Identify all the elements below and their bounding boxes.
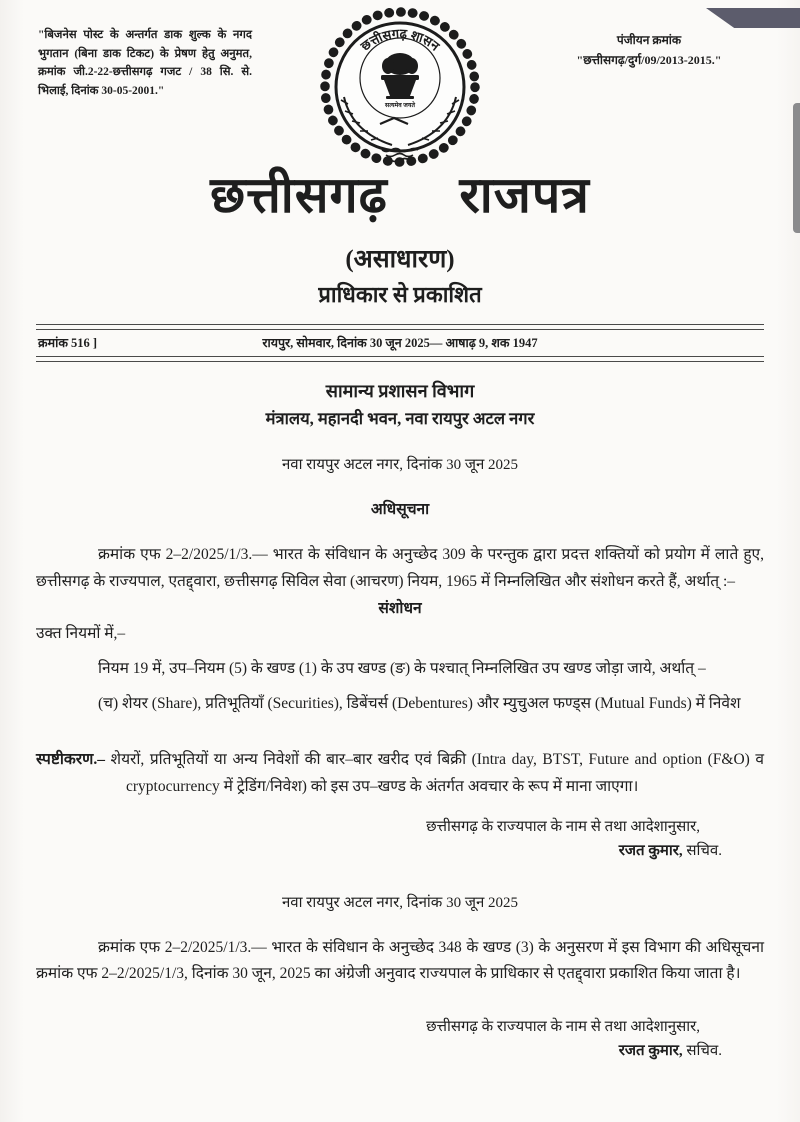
explanation-paragraph (36, 747, 764, 800)
department-name: सामान्य प्रशासन विभाग (325, 381, 475, 401)
notification-body-2: क्रमांक एफ 2–2/2025/1/3.— भारत के संविधान के अनुच्छेद 348 के खण्ड (3) के अनुसरण में इस विभाग की अधिसूचना क्रमांक एफ 2–2/2025/1/3, दिनांक 30 जून, 2025 का अंग्रेजी अनुवाद राज्यपाल के प्राधिकार से एतद्द्वारा प्रकाशित किया जाता है। (36, 938, 764, 983)
postal-permission-note: "बिजनेस पोस्ट के अन्तर्गत डाक शुल्क के नगद भुगतान (बिना डाक टिकट) के प्रेषण हेतु अनुमत, क्रमांक जी.2-22-छत्तीसगढ़ गजट / 38 सि. से. भिलाई, दिनांक 30-05-2001." (38, 29, 252, 97)
registration-block (520, 30, 778, 71)
explanation-text: शेयरों, प्रतिभूतियों या अन्य निवेशों की बार–बार खरीद एवं बिक्री (Intra day, BTST, Future and option (F&O) व cryptocurrency में ट्रेडिंग/निवेश) को इस उप–खण्ड के अंतर्गत अवचार के रूप में माना जाएगा। (104, 751, 764, 795)
rule-amendment-line: नियम 19 में, उप–नियम (5) के खण्ड (1) के उप खण्ड (ङ) के पश्चात् निम्नलिखित उप खण्ड जोड़ा जाये, अर्थात् – (98, 659, 706, 677)
divider-bottom (36, 356, 764, 362)
issue-bar (36, 330, 764, 356)
signatory-name-1: रजत कुमार, (618, 842, 683, 859)
signatory-title-2: सचिव. (682, 1042, 722, 1059)
place-date-line-1: नवा रायपुर अटल नगर, दिनांक 30 जून 2025 (281, 457, 519, 473)
in-rules-line: उक्त नियमों में,– (36, 625, 126, 643)
notification-body-1: क्रमांक एफ 2–2/2025/1/3.— भारत के संविधान के अनुच्छेद 309 के परन्तुक द्वारा प्रदत्त शक्तियों को प्रयोग में लाते हुए, छत्तीसगढ़ के राज्यपाल, एतद्द्वारा, छत्तीसगढ़ सिविल सेवा (आचरण) नियम, 1965 में निम्नलिखित और संशोधन करते हैं, अर्थात् :– (36, 546, 764, 590)
scan-artifact-band (706, 8, 800, 28)
registration-number: "छत्तीसगढ़/दुर्ग/09/2013-2015." (576, 53, 722, 68)
gazette-title: छत्तीसगढ़ राजपत्र (210, 167, 590, 223)
clause-line: (च) शेयर (Share), प्रतिभूतियाँ (Securities), डिबेंचर्स (Debentures) और म्युचुअल फण्ड्स (Mutual Funds) में निवेश (98, 694, 741, 712)
issue-number: क्रमांक 516 ] (38, 336, 98, 350)
signatory-title-1: सचिव. (682, 842, 722, 859)
department-address: मंत्रालय, महानदी भवन, नवा रायपुर अटल नगर (265, 409, 535, 428)
amendment-heading: संशोधन (378, 600, 422, 618)
published-by-authority: प्राधिकार से प्रकाशित (318, 282, 482, 307)
signatory-line-1 (0, 840, 800, 860)
explanation-label: स्पष्टीकरण.– (36, 751, 105, 769)
issue-date-line: रायपुर, सोमवार, दिनांक 30 जून 2025— आषाढ़ 9, शक 1947 (262, 336, 538, 350)
registration-label: पंजीयन क्रमांक (616, 33, 682, 47)
signatory-name-2: रजत कुमार, (618, 1042, 683, 1059)
notification-heading: अधिसूचना (370, 501, 430, 518)
signoff-line-2: छत्तीसगढ़ के राज्यपाल के नाम से तथा आदेशानुसार, (426, 1018, 700, 1035)
place-date-line-2: नवा रायपुर अटल नगर, दिनांक 30 जून 2025 (281, 894, 519, 911)
signoff-line-1: छत्तीसगढ़ के राज्यपाल के नाम से तथा आदेशानुसार, (426, 818, 700, 835)
emblem-motto: सत्यमेव जयते (385, 102, 415, 109)
emblem-arc-text: छत्तीसगढ़ शासन (357, 25, 443, 54)
state-emblem (298, 2, 502, 172)
gazette-subtitle: (असाधारण) (345, 246, 455, 273)
signatory-line-2 (0, 1040, 800, 1060)
